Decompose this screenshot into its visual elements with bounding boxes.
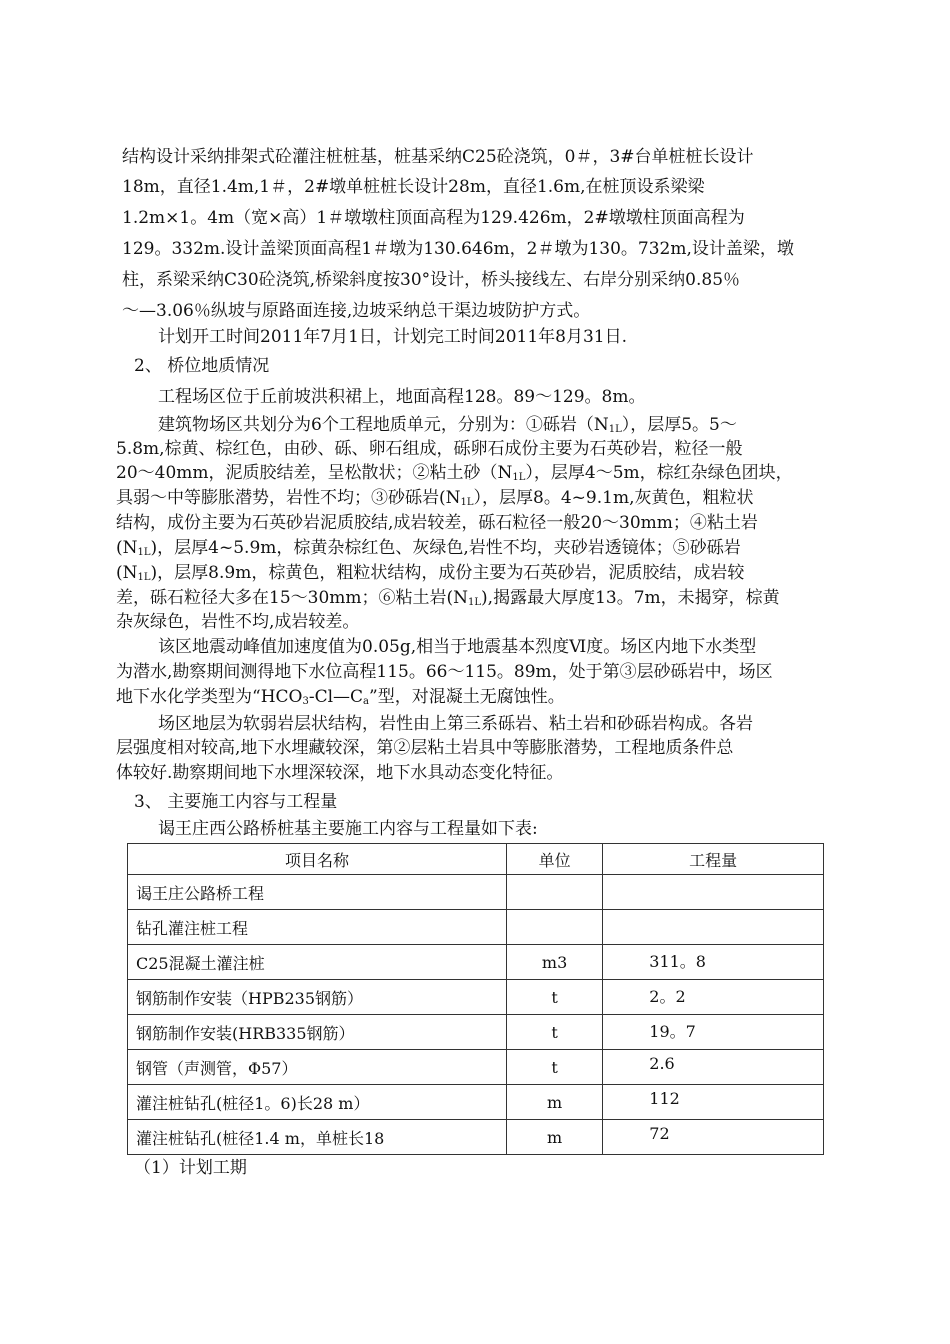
cell-item: 钻孔灌注桩工程 (128, 910, 507, 945)
cell-unit: m (506, 1120, 602, 1155)
paragraph-line: 场区地层为软弱岩层状结构，岩性由上第三系砾岩、粘土岩和砂砾岩构成。各岩 (158, 714, 753, 734)
cell-unit: m (506, 1085, 602, 1120)
paragraph-line: 20～40mm，泥质胶结差，呈松散状；②粘土砂$(N_{1L})$，层厚4～5m，棕红杂绿色团块， (116, 463, 793, 483)
paragraph-line: 工程场区位于丘前坡洪积裙上，地面高程128。89～129。8m。 (158, 387, 646, 407)
section-heading-2: 2、 桥位地质情况 (134, 356, 270, 376)
paragraph-line: 5.8m,棕黄、棕红色，由砂、砾、卵石组成，砾卵石成份主要为石英砂岩，粒径一般 (116, 439, 743, 459)
table-row (128, 1120, 824, 1155)
table-row (128, 875, 824, 910)
paragraph-line: 18m，直径1.4m,1＃，2#墩单桩桩长设计28m，直径1.6m,在桩顶设系梁梁 (122, 177, 705, 197)
table-row (128, 1050, 824, 1085)
table-row (128, 1085, 824, 1120)
paragraph-line: $(N_{1L})$，层厚4~5.9m，棕黄杂棕红色、灰绿色,岩性不均，夹砂岩透镜体；⑤砂砾岩 (116, 538, 741, 558)
cell-quantity: 2.6 (603, 1050, 824, 1085)
table-header-row (128, 844, 824, 875)
cell-unit: t (506, 1050, 602, 1085)
header-item-name: 项目名称 (128, 844, 507, 875)
cell-item: C25混凝土灌注桩 (128, 945, 507, 980)
cell-unit: t (506, 1015, 602, 1050)
cell-item: 钢管（声测管，Φ57） (128, 1050, 507, 1085)
cell-item: 灌注桩钻孔(桩径1。6)长28 m） (128, 1085, 507, 1120)
paragraph-line: 为潜水,勘察期间测得地下水位高程115。66～115。89m，处于第③层砂砾岩中，场区 (116, 662, 773, 682)
quantity-table (127, 843, 824, 1155)
cell-unit: m3 (506, 945, 602, 980)
table-intro: 谒王庄西公路桥桩基主要施工内容与工程量如下表: (158, 819, 538, 839)
paragraph-line: 结构设计采纳排架式砼灌注桩桩基，桩基采纳C25砼浇筑，0＃，3#台单桩桩长设计 (122, 147, 754, 167)
cell-item: 灌注桩钻孔(桩径1.4 m，单桩长18 (128, 1120, 507, 1155)
header-quantity: 工程量 (603, 844, 824, 875)
cell-quantity: 112 (603, 1085, 824, 1120)
paragraph-line: 该区地震动峰值加速度值为0.05g,相当于地震基本烈度Ⅵ度。场区内地下水类型 (158, 637, 757, 657)
paragraph-line: ～—3.06％纵坡与原路面连接,边坡采纳总干渠边坡防护方式。 (122, 301, 591, 321)
cell-quantity: 2。2 (603, 980, 824, 1015)
cell-item: 钢筋制作安装(HRB335钢筋） (128, 1015, 507, 1050)
cell-quantity: 19。7 (603, 1015, 824, 1050)
table-row (128, 910, 824, 945)
paragraph-line: 建筑物场区共划分为6个工程地质单元，分别为：①砾岩$(N_{1L})$，层厚5。5～ (158, 415, 737, 435)
paragraph-line: 杂灰绿色，岩性不均,成岩较差。 (116, 612, 360, 632)
paragraph-line: 层强度相对较高,地下水埋藏较深，第②层粘土岩具中等膨胀潜势，工程地质条件总 (116, 738, 734, 758)
table-row (128, 945, 824, 980)
paragraph-line: 129。332m.设计盖梁顶面高程1＃墩为130.646m，2＃墩为130。732m,设计盖梁，墩 (122, 239, 794, 259)
cell-unit (506, 875, 602, 910)
plan-heading: （1）计划工期 (134, 1158, 247, 1178)
cell-quantity (603, 875, 824, 910)
section-heading-3: 3、 主要施工内容与工程量 (134, 792, 338, 812)
paragraph-line: 结构，成份主要为石英砂岩泥质胶结,成岩较差，砾石粒径一般20～30mm；④粘土岩 (116, 513, 758, 533)
cell-quantity: 311。8 (603, 945, 824, 980)
paragraph-line: 差，砾石粒径大多在15～30mm；⑥粘土岩$(N_{1L})$,揭露最大厚度13。7m，未揭穿，棕黄 (116, 588, 780, 608)
paragraph-line: 体较好.勘察期间地下水埋深较深，地下水具动态变化特征。 (116, 763, 564, 783)
paragraph-line: 柱，系梁采纳C30砼浇筑,桥梁斜度按30°设计，桥头接线左、右岸分别采纳0.85％ (122, 270, 741, 290)
cell-quantity: 72 (603, 1120, 824, 1155)
paragraph-line: 地下水化学类型为“$HCO_3-Cl—C_a$”型，对混凝土无腐蚀性。 (116, 687, 565, 707)
schedule-line: 计划开工时间2011年7月1日，计划完工时间2011年8月31日. (158, 327, 628, 347)
table-row (128, 1015, 824, 1050)
table-row (128, 980, 824, 1015)
paragraph-line: 具弱～中等膨胀潜势，岩性不均；③砂砾岩$(N_{1L})$，层厚8。4~9.1m,灰黄色，粗粒状 (116, 488, 754, 508)
cell-unit (506, 910, 602, 945)
cell-item: 谒王庄公路桥工程 (128, 875, 507, 910)
paragraph-line: 1.2m×1。4m（宽×高）1＃墩墩柱顶面高程为129.426m，2#墩墩柱顶面高程为 (122, 208, 745, 228)
cell-unit: t (506, 980, 602, 1015)
header-unit: 单位 (506, 844, 602, 875)
cell-item: 钢筋制作安装（HPB235钢筋） (128, 980, 507, 1015)
cell-quantity (603, 910, 824, 945)
paragraph-line: $(N_{1L})$，层厚8.9m，棕黄色，粗粒状结构，成份主要为石英砂岩，泥质胶结，成岩较 (116, 563, 745, 583)
